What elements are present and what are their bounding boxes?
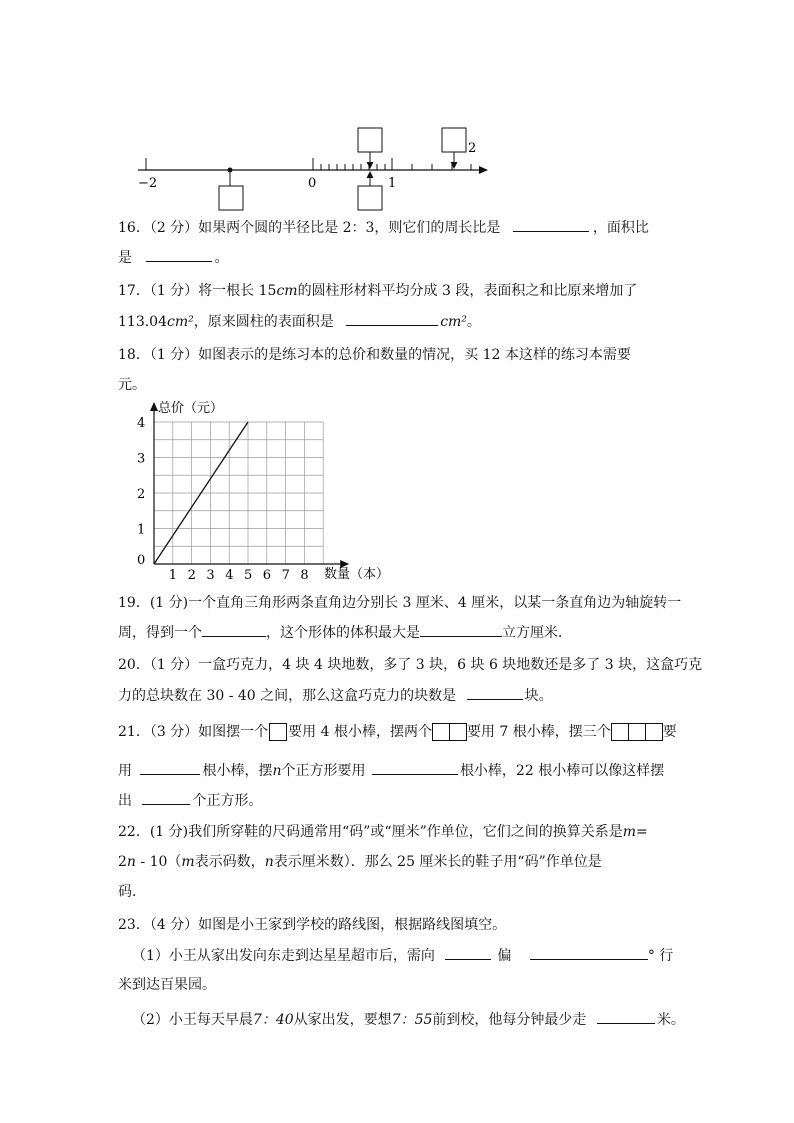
- q22-text: 22．(1 分)我们所穿鞋的尺码通常用“码”或“厘米”作单位，它们之间的换算关系是: [118, 824, 623, 840]
- q21-text: 个正方形要用: [281, 763, 366, 779]
- question-17: [118, 281, 637, 301]
- question-23: [118, 915, 506, 935]
- question-22-line3: [118, 882, 146, 902]
- chart-y-tick-label: 1: [137, 522, 146, 538]
- q23-blank-direction[interactable]: [445, 945, 491, 960]
- unit-cm: cm: [276, 283, 298, 299]
- arrow-up-icon: [367, 171, 374, 178]
- q17-text: 17．（1 分）将一根长 15: [118, 283, 277, 299]
- q22-text: 表示码数，: [194, 854, 265, 870]
- q19-text: 立方厘米．: [502, 625, 572, 641]
- q18-text: 18．（1 分）如图表示的是练习本的总价和数量的情况，买 12 本这样的练习本需要: [118, 347, 631, 363]
- question-17-line2: [118, 311, 481, 332]
- q21-text: 要: [662, 724, 677, 740]
- q21-text: 根小棒，摆: [202, 763, 273, 779]
- q21-text: 用: [118, 763, 132, 779]
- q21-blank-three-squares[interactable]: [140, 760, 200, 775]
- question-21-line2: [118, 760, 664, 781]
- q21-text: 出: [118, 793, 132, 809]
- q22-text: 码．: [118, 884, 146, 900]
- tick-label-0: 0: [308, 176, 317, 191]
- question-18-line2: [118, 375, 146, 395]
- chart-y-tick-label: 0: [137, 553, 146, 568]
- q23-text: 米。: [656, 1012, 685, 1028]
- q16-text: 。: [214, 250, 229, 266]
- chart-x-tick-label: 4: [225, 568, 234, 583]
- question-20: [118, 655, 702, 675]
- variable-n: n: [264, 854, 274, 870]
- question-23-part2: [132, 1009, 685, 1030]
- chart-x-tick-label: 8: [300, 568, 309, 583]
- q19-text: 周，得到一个: [118, 625, 202, 641]
- q23-blank-angle[interactable]: [530, 945, 648, 960]
- q21-text: 要用 4 根小棒，摆两个: [288, 724, 432, 740]
- three-squares-figure: [611, 722, 663, 742]
- chart-x-tick-label: 3: [206, 568, 215, 583]
- question-16-line2: [118, 247, 228, 268]
- variable-n: n: [126, 854, 136, 870]
- variable-n: n: [272, 763, 282, 779]
- minor-ticks-1-2: [412, 164, 471, 170]
- q19-blank-volume[interactable]: [420, 622, 502, 637]
- question-21: [118, 722, 677, 742]
- q23-blank-speed[interactable]: [597, 1009, 655, 1024]
- q21-text: 要用 7 根小棒，摆三个: [466, 724, 611, 740]
- chart-y-axis-label: 总价（元）: [158, 401, 224, 416]
- number-line-figure: [130, 120, 500, 215]
- q19-blank-shape[interactable]: [202, 622, 266, 637]
- unit-cm2: cm²: [440, 314, 467, 330]
- q22-text: 表示厘米数）．那么 25 厘米长的鞋子用“码”作单位是: [273, 854, 602, 870]
- q18-text: 元。: [118, 377, 146, 393]
- minor-ticks-0-1: [321, 164, 385, 170]
- q22-text: 2: [118, 854, 127, 870]
- tick-label-2: 2: [468, 141, 477, 156]
- q22-text: =: [636, 824, 648, 840]
- answer-box-top-right[interactable]: [442, 128, 466, 152]
- question-23-part1: [132, 945, 673, 966]
- q21-text: 21．（3 分）如图摆一个: [118, 724, 269, 740]
- chart-y-tick-label: 4: [137, 416, 146, 431]
- question-21-line3: [118, 790, 262, 811]
- q23-text: 米到达百果园。: [118, 977, 216, 993]
- question-19: [118, 593, 681, 613]
- q19-text: 19．(1 分)一个直角三角形两条直角边分别长 3 厘米、4 厘米，以某一条直角边为轴旋转一: [118, 595, 682, 611]
- variable-m: m: [622, 824, 637, 840]
- chart-x-tick-label: 2: [187, 568, 196, 583]
- q20-text: 块。: [524, 688, 553, 704]
- q23-text: 偏: [497, 948, 512, 964]
- time-start: 7：40: [252, 1012, 294, 1028]
- q16-blank-perimeter-ratio[interactable]: [513, 217, 589, 232]
- q21-blank-n-squares[interactable]: [372, 760, 458, 775]
- chart-x-tick-label: 7: [281, 568, 290, 583]
- q21-text: 个正方形。: [192, 793, 263, 809]
- chart-x-tick-label: 1: [168, 568, 178, 583]
- arrow-down-icon: [367, 162, 374, 169]
- q17-text: 的圆柱形材料平均分成 3 段，表面积之和比原来增加了: [297, 283, 638, 299]
- two-squares-figure: [432, 722, 467, 742]
- q17-blank-surface-area[interactable]: [346, 311, 438, 326]
- chart-x-tick-label: 6: [262, 568, 272, 583]
- unit-cm2: cm²: [167, 314, 194, 330]
- arrow-right-icon: [479, 166, 488, 174]
- q22-text: - 10（: [135, 854, 182, 870]
- q16-text: ，面积比: [592, 220, 649, 236]
- q23-text: ° 行: [647, 948, 674, 964]
- q20-text: 力的总块数在 30 - 40 之间，那么这盒巧克力的块数是: [118, 688, 457, 704]
- q17-text: ，原来圆柱的表面积是: [193, 314, 334, 330]
- question-20-line2: [118, 685, 553, 706]
- q23-text: 前到校，他每分钟最少走: [432, 1012, 587, 1028]
- price-quantity-chart: [128, 396, 398, 588]
- chart-y-tick-label: 2: [137, 487, 146, 502]
- question-18: [118, 345, 631, 365]
- question-19-line2: [118, 622, 572, 643]
- q23-text: （1）小王从家出发向东走到达星星超市后，需向: [132, 948, 435, 964]
- q20-text: 20．（1 分）一盒巧克力，4 块 4 块地数，多了 3 块，6 块 6 块地数还是多了 3 块，这盒巧克: [118, 657, 703, 673]
- q21-text: 根小棒，22 根小棒可以像这样摆: [459, 763, 665, 779]
- question-22-line2: [118, 852, 602, 872]
- q23-text: （2）小王每天早晨: [132, 1012, 253, 1028]
- q21-blank-22-sticks[interactable]: [142, 790, 190, 805]
- tick-label-1: 1: [388, 176, 397, 191]
- question-22: [118, 822, 648, 842]
- chart-x-tick-label: 5: [244, 568, 253, 583]
- q23-text: 从家出发，要想: [293, 1012, 392, 1028]
- one-square-figure: [269, 723, 287, 741]
- q16-blank-area-ratio[interactable]: [146, 247, 212, 262]
- answer-box-bottom-middle[interactable]: [358, 186, 382, 210]
- q16-text: 是: [118, 250, 132, 266]
- question-16: [118, 217, 649, 238]
- q17-text: 。: [466, 314, 481, 330]
- q19-text: ，这个形体的体积最大是: [266, 625, 420, 641]
- variable-m: m: [181, 854, 195, 870]
- q23-text: 23．（4 分）如图是小王家到学校的路线图，根据路线图填空。: [118, 917, 507, 933]
- q16-text: 16．（2 分）如果两个圆的半径比是 2：3，则它们的周长比是: [118, 220, 501, 236]
- answer-box-bottom-left[interactable]: [219, 186, 243, 210]
- answer-box-top-middle[interactable]: [358, 128, 382, 152]
- q20-blank-count[interactable]: [467, 685, 523, 700]
- tick-label-neg2: −2: [138, 176, 158, 191]
- time-end: 7：55: [391, 1012, 433, 1028]
- arrow-up-icon: [150, 402, 158, 411]
- question-23-part1-line2: [118, 975, 216, 995]
- q17-text: 113.04: [118, 314, 167, 330]
- chart-x-axis-label: 数量（本）: [324, 567, 390, 582]
- chart-y-tick-label: 3: [137, 451, 146, 467]
